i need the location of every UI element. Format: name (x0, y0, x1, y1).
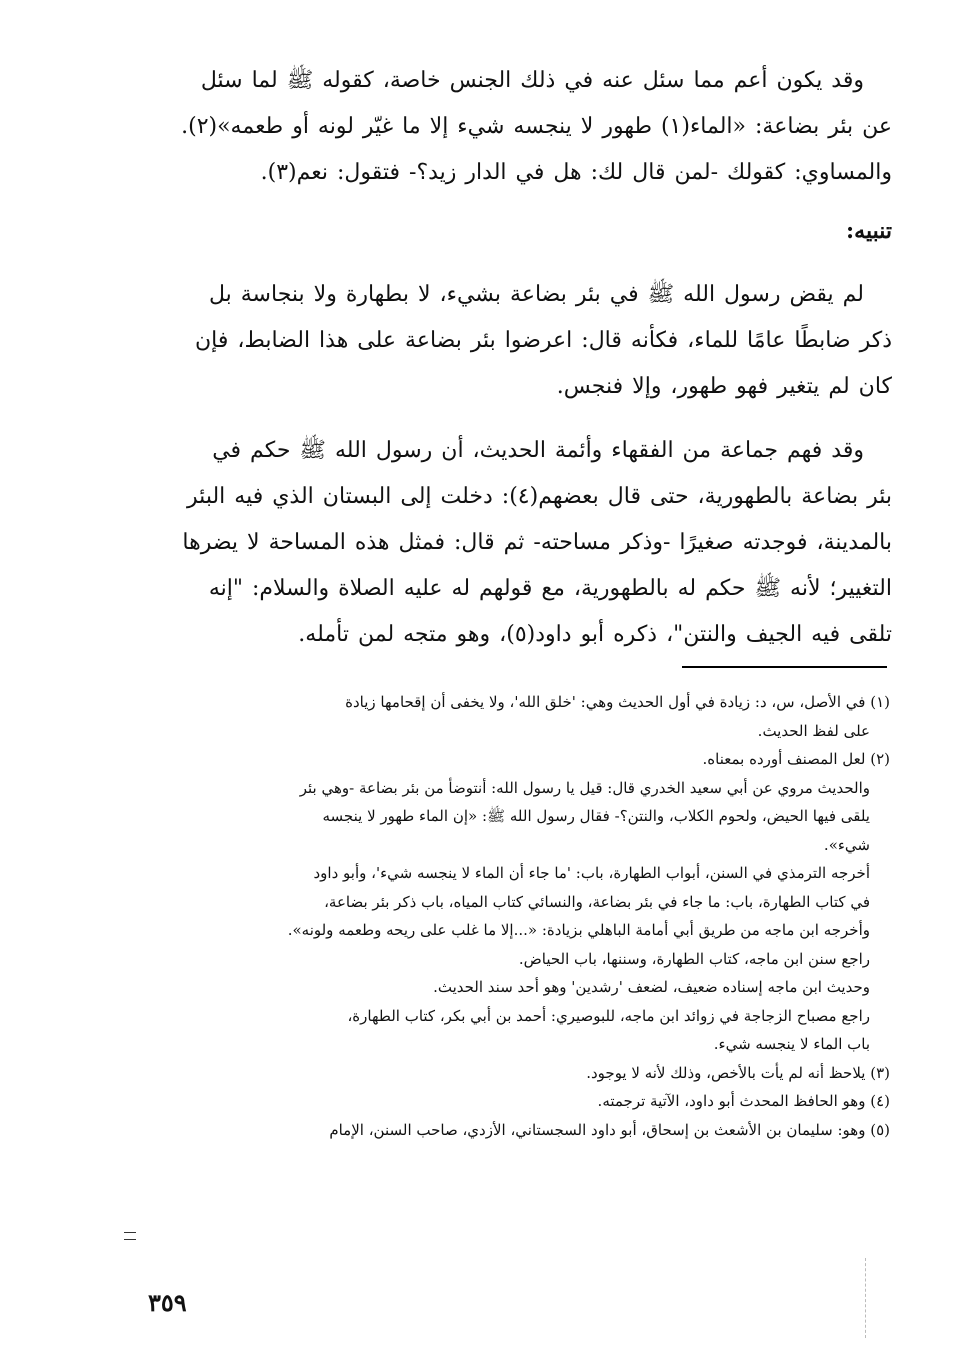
footnote-2-cont: والحديث مروي عن أبي سعيد الخدري قال: قيل يا رسول الله: أنتوضأ من بئر بضاعة -وهي بئر (299, 778, 870, 797)
footnote-2-cont: في كتاب الطهارة، باب: ما جاء في بئر بضاعة، والنسائي كتاب المياه، باب ذكر بئر بضاعة، (324, 892, 870, 911)
main-text-line: وقد فهم جماعة من الفقهاء وأئمة الحديث، أن رسول الله ﷺ حكم في (212, 438, 864, 463)
continuation-mark (124, 1232, 136, 1240)
footnote-2-cont: راجع سنن ابن ماجه، كتاب الطهارة، وسننها، باب الحياض. (518, 949, 870, 968)
footnote-2-cont: وأخرجه ابن ماجه من طريق أبي أمامة الباهلي بزيادة: «...إلا ما غلب على ريحه وطعمه ولونه». (287, 921, 870, 939)
footnote-2-cont: راجع مصباح الزجاجة في زوائد ابن ماجه، للبوصيري: أحمد بن أبي بكر، كتاب الطهارة، (347, 1006, 870, 1025)
footnote-2-cont: أخرجه الترمذي في السنن، أبواب الطهارة، باب: 'ما جاء أن الماء لا ينجسه شيء'، وأبو داود (313, 864, 870, 882)
main-text-line: ذكر ضابطًا عامًا للماء، فكأنه قال: اعرضوا بئر بضاعة على هذا الضابط، فإن (194, 328, 892, 353)
section-heading: تنبيه: (846, 218, 892, 244)
footnote-separator (682, 666, 887, 668)
footnote-5: (٥) وهو: سليمان بن الأشعث بن إسحاق، أبو داود السجستاني، الأزدي، صاحب السنن، الإمام (329, 1120, 890, 1139)
footnote-2-cont: وحديث ابن ماجه إسناده ضعيف، لضعف 'رشدين' وهو أحد سند الحديث. (433, 978, 870, 996)
main-text-line: بئر بضاعة بالطهورية، حتى قال بعضهم(٤): دخلت إلى البستان الذي فيه البئر (187, 484, 892, 509)
footnote-2: (٢) لعل المصنف أورده بمعناه. (702, 750, 890, 768)
footnote-3: (٣) يلاحظ أنه لم يأت بالأخص، وذلك لأنه لا يوجود. (586, 1063, 890, 1082)
footnote-4: (٤) وهو الحافظ المحدث أبو داود، الآتية ترجمته. (597, 1092, 890, 1110)
footnote-1-cont: على لفظ الحديث. (757, 721, 870, 740)
main-text-line: وقد يكون أعم مما سئل عنه في ذلك الجنس خاصة، كقوله ﷺ لما سئل (200, 68, 864, 93)
main-text-line: التغيير؛ لأنه ﷺ حكم له بالطهورية، مع قولهم له عليه الصلاة والسلام: "إنه (208, 576, 892, 601)
main-text-line: لم يقض رسول الله ﷺ في بئر بضاعة بشيء، لا بطهارة ولا بنجاسة بل (208, 282, 864, 307)
footnotes (148, 688, 890, 1144)
page-gutter-line (865, 1258, 866, 1338)
main-text-line: والمساوي: كقولك -لمن قال لك: هل في الدار زيد؟- فتقول: نعم(٣). (260, 160, 892, 185)
main-text-line: عن بئر بضاعة: «الماء(١) طهور لا ينجسه شيء إلا ما غيّر لونه أو طعمه»(٢). (181, 114, 892, 139)
main-text-line: بالمدينة، فوجدته صغيرًا -وذكر مساحته- ثم قال: فمثل هذه المساحة لا يضرها (182, 530, 892, 555)
main-text-line: كان لم يتغير فهو طهور، وإلا فنجس. (556, 374, 892, 399)
page-number: ٣٥٩ (148, 1288, 187, 1317)
main-text-body (140, 58, 892, 658)
footnote-2-cont: يلقى فيها الحيض، ولحوم الكلاب، والنتن؟- فقال رسول الله ﷺ: «إن الماء طهور لا ينجسه (322, 807, 870, 825)
footnote-2-cont: شيء». (823, 835, 870, 854)
footnote-1: (١) في الأصل، س، د: زيادة في أول الحديث وهي: 'خلق الله'، ولا يخفى أن إقحامها زيادة (345, 693, 890, 711)
footnote-2-cont: باب الماء لا ينجسه شيء. (713, 1035, 870, 1053)
main-text-line: تلقى فيه الجيف والنتن"، ذكره أبو داود(٥)، وهو متجه لمن تأمله. (298, 622, 892, 647)
